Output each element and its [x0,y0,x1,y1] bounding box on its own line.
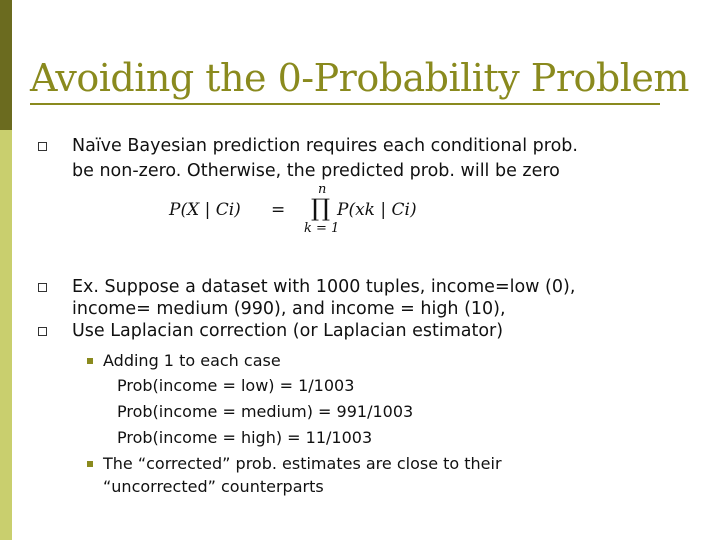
bullet-marker [38,327,47,336]
bayes-product-formula [165,182,445,238]
sub-bullet-marker [87,358,93,364]
formula-lower-limit: k = 1 [304,221,340,236]
bullet-text: Use Laplacian correction (or Laplacian estimator) [72,321,504,341]
formula-rhs: P(xk | Ci) [337,200,417,220]
sub-bullet-text: Prob(income = medium) = 991/1003 [117,402,414,421]
accent-bar-top [0,0,12,130]
formula-equals: = [271,200,286,220]
bullet-text: Ex. Suppose a dataset with 1000 tuples, income=low (0), [72,277,576,297]
sub-bullet-text: The “corrected” prob. estimates are close to their [103,454,502,473]
bullet-marker [38,283,47,292]
sub-bullet-text: “uncorrected” counterparts [103,477,324,496]
slide-title: Avoiding the 0-Probability Problem [30,56,689,100]
bullet-text: Naïve Bayesian prediction requires each conditional prob. [72,136,578,156]
product-symbol: ∏ [311,194,331,222]
title-underline [30,103,660,105]
bullet-text: income= medium (990), and income = high (10), [72,299,506,319]
sub-bullet-text: Adding 1 to each case [103,351,281,370]
sub-bullet-marker [87,461,93,467]
formula-upper-limit: n [318,182,327,197]
accent-bar-bottom [0,130,12,540]
sub-bullet-text: Prob(income = low) = 1/1003 [117,376,355,395]
bullet-marker [38,142,47,151]
formula-lhs: P(X | Ci) [169,200,241,220]
sub-bullet-text: Prob(income = high) = 11/1003 [117,428,373,447]
bullet-text: be non-zero. Otherwise, the predicted prob. will be zero [72,161,560,181]
